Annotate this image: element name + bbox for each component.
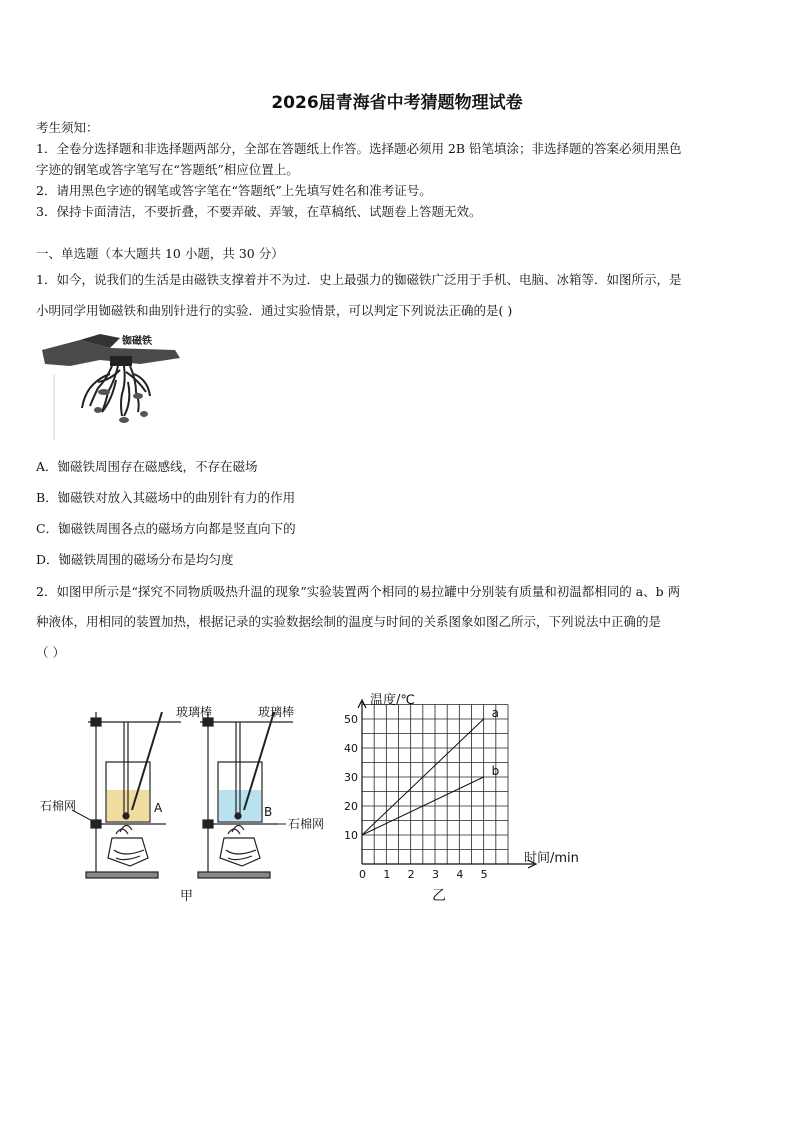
liquid-a-label: A [154,801,163,815]
q1-option-c: C．铷磁铁周围各点的磁场方向都是竖直向下的 [36,521,296,536]
y-tick-label: 40 [344,742,358,755]
rod-label-right: 玻璃棒 [258,705,295,719]
y-tick-label: 10 [344,829,358,842]
rod-label-left: 玻璃棒 [176,705,213,719]
x-tick-label: 3 [432,868,439,881]
question-1-line-1: 1．如今，说我们的生活是由磁铁支撑着并不为过．史上最强力的铷磁铁广泛用于手机、电脑、冰箱等．如图所示，是 [36,272,682,287]
chart-caption: 乙 [432,888,446,904]
y-tick-label: 30 [344,771,358,784]
x-tick-label: 2 [407,868,415,881]
section-heading: 一、单选题（本大题共 10 小题，共 30 分） [36,246,284,261]
chart-ticks [344,713,488,881]
q1-option-d: D．铷磁铁周围的磁场分布是均匀度 [36,552,234,567]
apparatus-figure [36,698,336,908]
question-1-line-2: 小明同学用铷磁铁和曲别针进行的实验．通过实验情景，可以判定下列说法正确的是( ) [36,303,513,318]
temperature-time-chart [336,688,596,908]
x-tick-label: 1 [383,868,391,881]
question-2-line-1: 2．如图甲所示是“探究不同物质吸热升温的现象”实验装置两个相同的易拉罐中分别装有质量和初温都相同的 a、b 两 [36,584,681,599]
y-tick-label: 20 [344,800,358,813]
x-tick-label: 4 [456,868,464,881]
magnet-photo [40,330,185,445]
notice-heading: 考生须知： [36,120,99,135]
exam-title: 2026届青海省中考猜题物理试卷 [271,93,523,113]
notice-item-2: 2．请用黑色字迹的钢笔或答字笔在“答题纸”上先填写姓名和准考证号。 [36,183,432,198]
q1-option-b: B．铷磁铁对放入其磁场中的曲别针有力的作用 [36,490,296,505]
magnet-label: 铷磁铁 [122,336,152,347]
figure-jia-caption: 甲 [180,889,194,904]
notice-item-1-line-2: 字迹的钢笔或答字笔写在“答题纸”相应位置上。 [36,162,299,177]
net-label-left: 石棉网 [40,799,77,813]
x-axis-label: 时间/min [524,851,579,866]
chart-grid [362,705,508,865]
question-2-line-2: 种液体，用相同的装置加热，根据记录的实验数据绘制的温度与时间的关系图象如图乙所示，下列说法中正确的是 [36,614,662,629]
notice-item-3: 3．保持卡面清洁，不要折叠，不要弄破、弄皱，在草稿纸、试题卷上答题无效。 [36,204,482,219]
stand-right [198,712,293,878]
stand-left [86,712,181,878]
x-tick-label: 0 [359,868,366,881]
question-2-line-3: （ ） [36,645,65,660]
liquid-b-label: B [264,805,273,819]
chart-series [362,706,499,835]
series-label-b: b [491,764,500,778]
net-label-right: 石棉网 [288,817,325,831]
y-tick-label: 50 [344,713,358,726]
q1-option-a: A．铷磁铁周围存在磁感线，不存在磁场 [36,459,258,474]
x-tick-label: 5 [480,868,488,881]
y-axis-label: 温度/℃ [370,693,415,708]
notice-item-1-line-1: 1．全卷分选择题和非选择题两部分，全部在答题纸上作答。选择题必须用 2B 铅笔填涂；非选择题的答案必须用黑色 [36,141,682,156]
series-label-a: a [491,706,500,720]
